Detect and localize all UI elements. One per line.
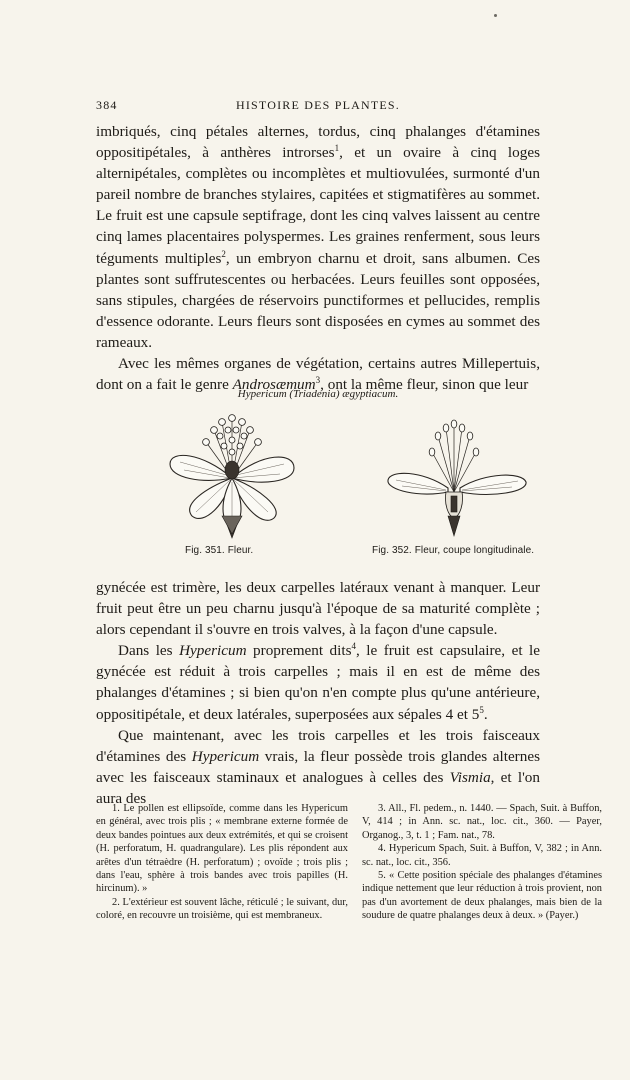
footnote-ref-1: 1 bbox=[334, 143, 340, 154]
footnote-ref-5: 5 bbox=[479, 704, 484, 715]
upper-text-block bbox=[96, 121, 540, 395]
footnote-5: 5. « Cette position spéciale des phalanges d'étamines indique nettement que leur réduction à trois provient, non pas d'un avortement de deux phalanges, mais bien de la soudure de quatre phalanges deux à deux. » (Payer.) bbox=[362, 870, 602, 922]
paragraph-3: gynécée est trimère, les deux carpelles latéraux venant à manquer. Leur fruit peut être un peu charnu jusqu'à l'époque de sa maturité complète ; alors cependant il s'ouvre en trois valves, à la façon d'une capsule. bbox=[96, 579, 540, 639]
footnote-4: 4. Hypericum Spach, Suit. à Buffon, V, 382 ; in Ann. sc. nat., loc. cit., 356. bbox=[362, 843, 602, 868]
footnote-2: 2. L'extérieur est souvent lâche, réticulé ; le suivant, dur, coloré, en recouvre un troisième, qui est membraneux. bbox=[96, 896, 348, 922]
running-title: HISTOIRE DES PLANTES. bbox=[236, 98, 400, 112]
figure-351-caption: Fig. 351. Fleur. bbox=[185, 545, 254, 556]
lower-text-block bbox=[96, 577, 540, 809]
figure-352-flower-section bbox=[382, 418, 532, 538]
paragraph-2: Avec les mêmes organes de végétation, certains autres Millepertuis, dont on a fait le genre Androsæmum$^3$, ont la même fleur, sinon que leur bbox=[96, 355, 540, 394]
footnote-3: 3. All., Fl. pedem., n. 1440. — Spach, Suit. à Buffon, V, 414 ; in Ann. sc. nat., loc. cit., 360. — Payer, Organog., 3, t. 1 ; Fam. nat., 78. bbox=[362, 803, 602, 841]
footnote-ref-3: 3 bbox=[315, 375, 321, 386]
footnote-ref-2: 2 bbox=[221, 248, 226, 259]
paragraph-5: Que maintenant, avec les trois carpelles et les trois faisceaux d'étamines des Hypericum vrais, la fleur possède trois glandes alternes avec les faisceaux staminaux et analogues à celles des Vismia, et l'on aura des bbox=[96, 726, 540, 807]
paragraph-4: Dans les Hypericum proprement dits$^4$, le fruit est capsulaire, et le gynécée est réduit à trois carpelles ; mais il en est de même des phalanges d'étamines ; si bien qu'on n'en compte plus qu'une antérieure, oppositipétale, et deux latérales, superposées aux sépales 4 et $5^5$. bbox=[96, 641, 540, 723]
footnotes-right-column bbox=[362, 802, 602, 923]
genus-hypericum: Hypericum bbox=[179, 642, 247, 660]
page-header bbox=[96, 98, 540, 114]
genus-hypericum-2: Hypericum bbox=[191, 747, 260, 765]
footnotes-left-column bbox=[96, 802, 348, 923]
paper-speck bbox=[494, 14, 497, 17]
footnote-ref-4: 4 bbox=[351, 641, 356, 652]
paragraph-1: imbriqués, cinq pétales alternes, tordus, cinq phalanges d'étamines oppositipétales, à anthères introrses$^1$, et un ovaire à cinq loges alternipétales, complètes ou incomplètes et multiovulées, surmonté d'un pareil nombre de branches stylaires, capitées et stigmatifères au sommet. Le fruit est une capsule septifrage, dont les cinq valves laissent au centre cinq lames placentaires polyspermes. Les graines renferment, sous leurs téguments multiples$^2$, un embryon charnu et droit, sans albumen. Ces plantes sont suffrutescentes ou herbacées. Leurs feuilles sont opposées, sans stipules, chargées de réservoirs punctiformes et pellucides, remplis d'essence odorante. Leurs fleurs sont disposées en cymes au sommet des rameaux. bbox=[96, 123, 540, 351]
figure-351-flower bbox=[162, 412, 302, 544]
genus-vismia: Vismia bbox=[449, 768, 491, 786]
page-number: 384 bbox=[96, 98, 118, 112]
genus-androsaemum: Androsæmum bbox=[232, 376, 316, 394]
footnote-1: 1. Le pollen est ellipsoïde, comme dans les Hypericum en général, avec trois plis ; « membrane externe formée de deux bandes pointues aux deux extrémités, et qui se croisent (H. perforatum, H. quadrangulare). Les plis répondent aux arêtes d'un tétraèdre (H. perforatum) ; ovoïde ; trois plis ; dans l'eau, sphère à trois bandes avec trois papilles (H. hircinum). » bbox=[96, 803, 348, 895]
figure-352-caption: Fig. 352. Fleur, coupe longitudinale. bbox=[372, 545, 535, 556]
figure-title: Hypericum (Triadenia) ægyptiacum. bbox=[237, 388, 399, 400]
